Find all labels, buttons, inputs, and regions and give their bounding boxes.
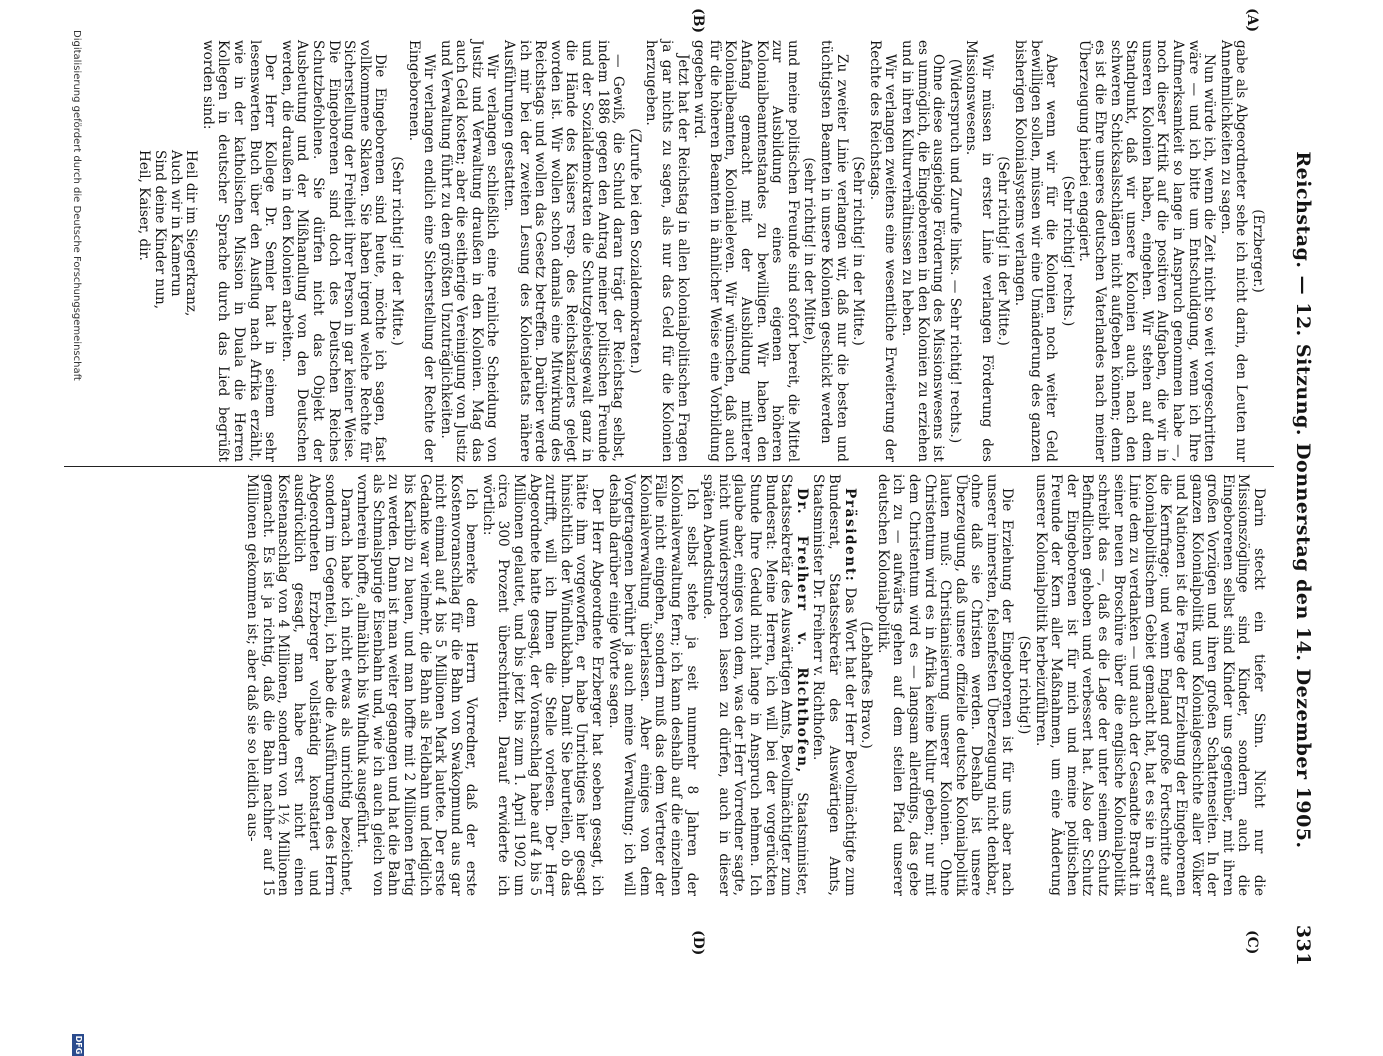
interjection: (Lebhaftes Bravo.) [858,621,875,749]
paragraph: Nun würde ich, wenn die Zeit nicht so weit vorgeschritten wäre — und ich bitte um Entschuldigung, wenn ich Ihre Aufmerksamkeit so lange in Anspruch genommen habe —, noch dieser Kritik auf die positiven Aufgaben, die wir in unseren Kolonien haben, eingehen. Wir stehen auf dem Standpunkt, daß wir unsere Kolonien auch nach den schweren Schicksalsschlägen nicht aufgeben können; denn es ist die Ehre unseres deutschen Vaterlandes nach meiner Überzeugung hierbei engagiert. [1076,40,1218,462]
page-number: 331 [1292,924,1314,966]
column-divider [64,466,1274,467]
paragraph: Darnach habe ich nicht etwas als unrichtig bezeichnet, sondern im Gegenteil, ich habe die Ausführungen des Herrn Abgeordneten Erzberger vollständig konstatiert und ausdrücklich gesagt, man habe erst nicht einen Kostenanschlag von 4 Millionen, sondern von 1½ Millionen gemacht. Es ist ja richtig, daß die Bahn nachher auf 15 Millionen gekommen ist; aber daß sie so leidlich aus- [244,474,354,896]
paragraph: Die Eingeborenen sind heute, möchte ich sagen, fast vollkommene Sklaven. Sie haben irgend welche Rechte für Sicherstellung der Freiheit ihrer Person in gar keiner Weise. Die Eingeborenen sind doch des Deutschen Reiches Schutzbefohlene. Sie dürfen nicht das Objekt der Ausbeutung und der Mißhandlung von den Deutschen werden, die draußen in den Kolonien arbeiten. [278,40,389,462]
interjection: (Sehr richtig! in der Mitte.) [388,156,405,346]
president-paragraph [810,474,857,896]
paragraph: Wir verlangen schließlich eine reinliche Scheidung von Justiz und Verwaltung draußen in den Kolonien. Mag das auch Geld kosten; aber die seitherige Vereinigung von Justiz und Verwaltung führt zu den größten Unzuträglichkeiten. [437,40,501,462]
paragraph: Wir verlangen zweitens eine wesentliche Erweiterung der Rechte des Reichstags. [866,40,899,462]
paragraph: Darin steckt ein tiefer Sinn. Nicht nur die Missionszöglinge sind Kinder, sondern auch die Eingeborenen selbst sind Kinder uns gegenüber, mit ihren großen Vorzügen und ihren großen Schattenseiten. In der ganzen Kolonialpolitik und Kolonialgeschichte aller Völker und Nationen ist die Frage der Erziehung der Eingeborenen die Kernfrage; und wenn England große Fortschritte auf kolonialpolitischem Gebiet gemacht hat, hat es sie in erster Linie dem zu verdanken — und auch der Gesandte Brandt in seiner neuen Broschüre über die englische Kolonialpolitik schreibt das —, daß es die Lage der unter seinem Schutz Befindlichen gehoben und verbessert hat. Also der Schutz der Eingeborenen ist für mich und meine politischen Freunde der Kern aller Maßnahmen, um eine Änderung unserer Kolonialpolitik herbeizuführen. [1032,474,1267,896]
interjection: (sehr richtig! in der Mitte), [801,157,818,345]
paragraph: Der Herr Abgeordnete Erzberger hat soeben gesagt, ich hätte ihm vorgeworfen, er habe Unrichtiges hier gesagt hinsichtlich der Windhukbahn. Damit Sie beurteilen, ob das zutrifft, will ich Ihnen die Stelle vorlesen. Der Herr Abgeordnete hatte gesagt, der Voranschlag habe auf 4 bis 5 Millionen gelautet, und bis jetzt bis zum 1. April 1902 um circa 300 Prozent überschritten. Darauf erwiderte ich wörtlich: [479,474,606,896]
paragraph-text: Das Wort hat der Herr Bevollmächtigte zum Bundesrat, Staatssekretär des Auswärtigen Amts, Staatsminister Dr. Freiherr v. Richthofen. [810,474,858,896]
verse-line: Heil dir im Siegerkranz, [183,150,200,317]
interjection: (Sehr richtig! in der Mitte.) [850,156,867,346]
marker-b: (B) [690,8,706,34]
paragraph: Jetzt hat der Reichstag in allen kolonialpolitischen Fragen ja gar nichts zu sagen, als nur das Geld für die Kolonien herzugeben. [643,40,691,462]
paragraph: gabe als Abgeordneter sehe ich nicht darin, den Leuten nur Annehmlichkeiten zu sagen. [1217,40,1250,462]
interjection: (Zurufe bei den Sozialdemokraten.) [626,128,643,374]
quoted-paragraph: Ich bemerke dem Herrn Vorredner, daß der erste Kostenvoranschlag für die Bahn von Swakopmund aus gar nicht einmal auf 4 bis 5 Millionen Mark lautete. Der erste Gedanke war vielmehr, die Bahn als Feldbahn und lediglich bis Karibib zu bauen, und man hoffte mit 2 Millionen fertig zu werden. Dann ist man weiter gegangen und hat die Bahn als Schmalspurige Eisenbahn und, wie ich auch gleich von vornherein hoffte, allmählich bis Windhuk ausgeführt. [354,474,480,896]
interjection: (Widerspruch und Zurufe links. — Sehr richtig! rechts.) [946,58,963,444]
verse-line: Sind deine Kinder nun, [152,150,169,310]
president-label: Präsident: [841,488,858,583]
page-header [1288,30,1314,970]
speaker-name: (Erzberger.) [1250,209,1266,293]
paragraph: Ohne diese ausgiebige Förderung des Missionswesens ist es unmöglich, die Eingeborenen in den Kolonien zu erziehen und in ihren Kulturverhältnissen zu heben. [898,40,947,462]
paragraph: Wir verlangen endlich eine Sicherstellung der Rechte der Eingeborenen. [405,40,438,462]
digitization-footer: Digitalisierung gefördert durch die Deutsche Forschungsgemeinschaft [71,30,82,381]
paragraph: Die Erziehung der Eingeborenen ist für uns aber nach unserer innersten, felsenfesten Überzeugung nicht denkbar, ohne daß sie Christen werden. Deshalb ist unsere Überzeugung, daß unsere offizielle deutsche Kolonialpolitik lauten muß: Christianisierung unserer Kolonien. Ohne Christentum wird es in Afrika keine Kultur geben; nur mit dem Christentum wird es — langsam allerdings, das gebe ich zu — aufwärts gehen auf dem steilen Pfad unserer deutschen Kolonialpolitik. [874,474,1016,896]
verse-line: Heil, Kaiser, dir. [136,150,153,261]
newspaper-page [50,8,1318,1055]
marker-a: (A) [1244,8,1260,33]
dfg-logo: DFG [74,1035,83,1055]
marker-d: (D) [690,930,706,956]
interjection: (Sehr richtig!) [1016,635,1033,735]
left-column [136,40,1266,462]
paragraph: Aber wenn wir für die Kolonien noch weiter Geld bewilligen sollen, müssen wir eine Umänderung des ganzen bisherigen Kolonialsystems verlangen. [1012,40,1060,462]
paragraph: — Gewiß, die Schuld daran trägt der Reichstag selbst, indem 1886 gegen den Antrag meiner politischen Freunde und der Sozialdemokraten die Schutzgebietsgewalt ganz in die Hände des Kaisers resp. des Reichskanzlers gelegt worden ist. Wir wollen schon damals eine Mitwirkung des Reichstags und wollen das Gesetz betreffen. Darüber werde ich mir bei der zweiten Lesung des Kolonialetats nähere Ausführungen gestatten. [501,40,627,462]
paragraph: Ich selbst stehe ja seit nunmehr 8 Jahren der Kolonialverwaltung fern; ich kann deshalb auf die einzelnen Fälle nicht eingehen, sondern muß das dem Vertreter der Kolonialverwaltung überlassen. Aber einiges von dem Vorgetragenen berührt ja auch meine Verwaltung; ich will deshalb darüber einige Worte sagen. [605,474,700,896]
verse-line: Auch wir in Kamerun [167,150,184,297]
interjection: (Sehr richtig! rechts.) [1059,175,1076,327]
paragraph: Der Herr Kollege Dr. Semler hat in seinem sehr lesenswerten Buch über den Ausflug nach Afrika erzählt, wie in der katholischen Mission in Duala die Herren Kollegen in deutscher Sprache durch das Lied begrüßt worden sind: [199,40,279,462]
paragraph: Wir müssen in erster Linie verlangen Förderung des Missionswesens. [963,40,995,462]
running-title: Reichstag. — 12. Sitzung. Donnerstag den 14. Dezember 1905. [1292,151,1314,849]
paragraph-text: Staatsminister, Staatssekretär des Auswärtigen Amts, Bevollmächtigter zum Bundesrat: Meine Herren, ich will bei der vorgerückten Stunde Ihre Geduld nicht lange in Anspruch nehmen. Ich glaube aber, einiges von dem, was der Herr Vorredner sagte, nicht unwidersprochen lassen zu dürfen, auch in dieser späten Abendstunde. [700,474,810,896]
interjection: (Sehr richtig! in der Mitte.) [995,156,1012,346]
right-column [242,474,1266,896]
speaker-label: Dr. Freiherr v. Richthofen, [793,488,810,774]
marker-c: (C) [1244,930,1260,955]
paragraph: Zu zweiter Linie verlangen wir, daß nur die besten und tüchtigsten Beamten in unsere Kolonien geschickt werden [817,40,850,462]
paragraph: und meine politischen Freunde sind sofort bereit, die Mittel zur Ausbildung eines eigenen höheren Kolonialbeamtenstandes zu bewilligen. Wir haben den Anfang gemacht mit der Ausbildung mittlerer Kolonialbeamten, Kolonialeleven. Wir wünschen, daß auch für die höheren Beamten in ähnlicher Weise eine Vorbildung gegeben wird. [691,40,801,462]
speaker-paragraph [700,474,809,896]
